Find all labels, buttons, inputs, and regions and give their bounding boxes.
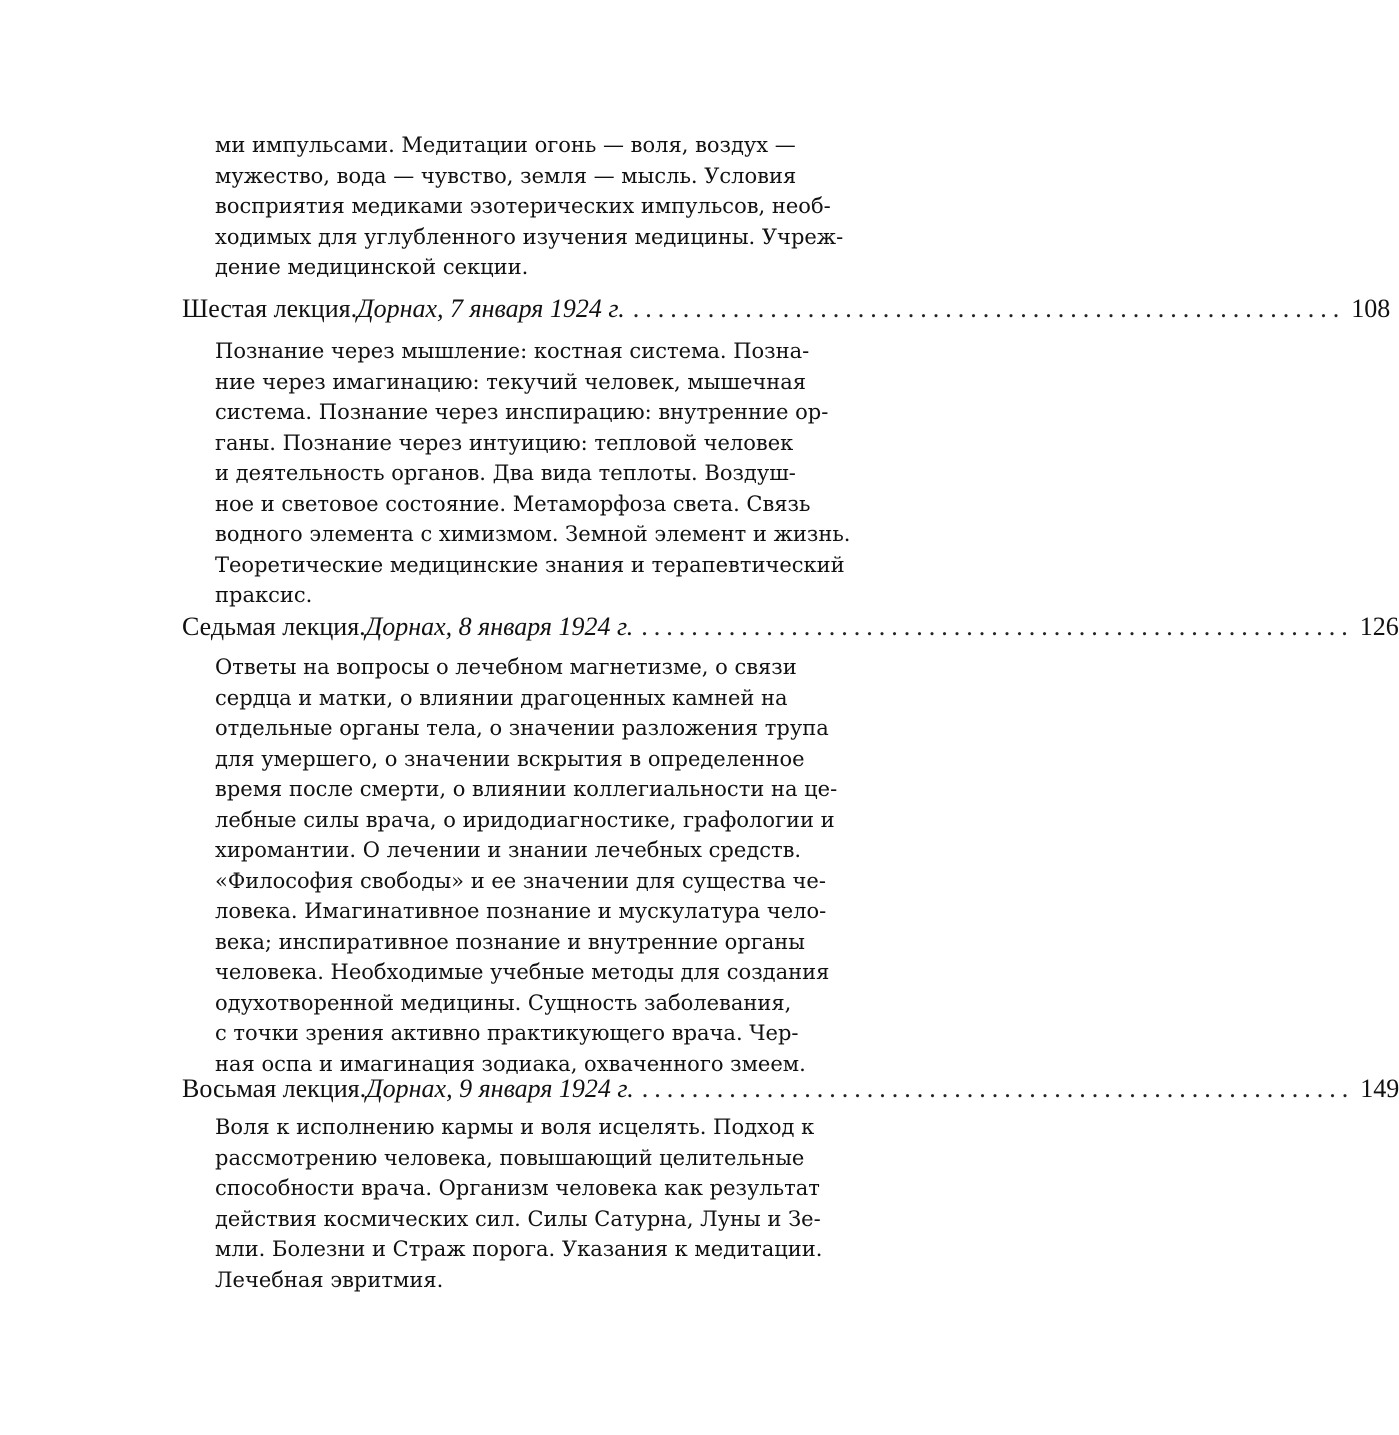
entry-title: Восьмая лекция.	[182, 1074, 367, 1103]
entry-description: Познание через мышление: костная система. Позна- ние через имагинацию: текучий человек, мышечная система. Познание через инспирацию: внутренние ор- ганы. Познание через интуицию: тепловой человек и деятельность органов. Два вида теплоты. Воздуш- ное и световое состояние. Метаморфоза света. Связь водного элемента с химизмом. Земной элемент и жизнь. Теоретические медицинские знания и терапевтический праксис.	[215, 339, 851, 607]
toc-entry-lecture-6[interactable]	[182, 294, 1391, 334]
dot-leader: .........................................................	[641, 612, 1354, 641]
entry-page-number: 108	[1351, 294, 1391, 323]
entry-description: Ответы на вопросы о лечебном магнетизме, о связи сердца и матки, о влиянии драгоценных камней на отдельные органы тела, о значении разложения трупа для умершего, о значении вскрытия в определенное время после смерти, о влиянии коллегиальности на це- лебные силы врача, о иридодиагностике, графологии и хиромантии. О лечении и знании лечебных средств. «Философия свободы» и ее значении для существа че- ловека. Имагинативное познание и мускулатура чело- века; инспиративное познание и внутренние органы человека. Необходимые учебные методы для создания одухотворенной медицины. Сущность заболевания, с точки зрения активно практикующего врача. Чер- ная оспа и имагинация зодиака, охваченного змеем.	[215, 655, 838, 1076]
entry-description: Воля к исполнению кармы и воля исцелять. Подход к рассмотрению человека, повышающий целительные способности врача. Организм человека как результат действия космических сил. Силы Сатурна, Луны и Зе- мли. Болезни и Страж порога. Указания к медитации. Лечебная эвритмия.	[215, 1115, 823, 1292]
dot-leader: .........................................................	[632, 294, 1346, 323]
entry-title: Шестая лекция.	[182, 294, 358, 323]
entry-place-date: Дорнах, 8 января 1924 г.	[365, 612, 634, 641]
entry-title: Седьмая лекция.	[182, 612, 366, 641]
entry-place-date: Дорнах, 7 января 1924 г.	[357, 294, 625, 323]
intro-description: ми импульсами. Медитации огонь — воля, воздух — мужество, вода — чувство, земля — мысль. Условия восприятия медиками эзотерических импульсов, необ- ходимых для углубленного изучения медицины. Учреж- дение медицинской секции.	[215, 133, 844, 279]
entry-page-number: 126	[1359, 612, 1399, 641]
entry-page-number: 149	[1360, 1074, 1399, 1103]
toc-entry-lecture-8[interactable]	[182, 1074, 1399, 1114]
entry-place-date: Дорнах, 9 января 1924 г.	[366, 1074, 634, 1103]
toc-entry-lecture-7[interactable]	[182, 612, 1399, 652]
dot-leader: .........................................................	[641, 1074, 1355, 1103]
